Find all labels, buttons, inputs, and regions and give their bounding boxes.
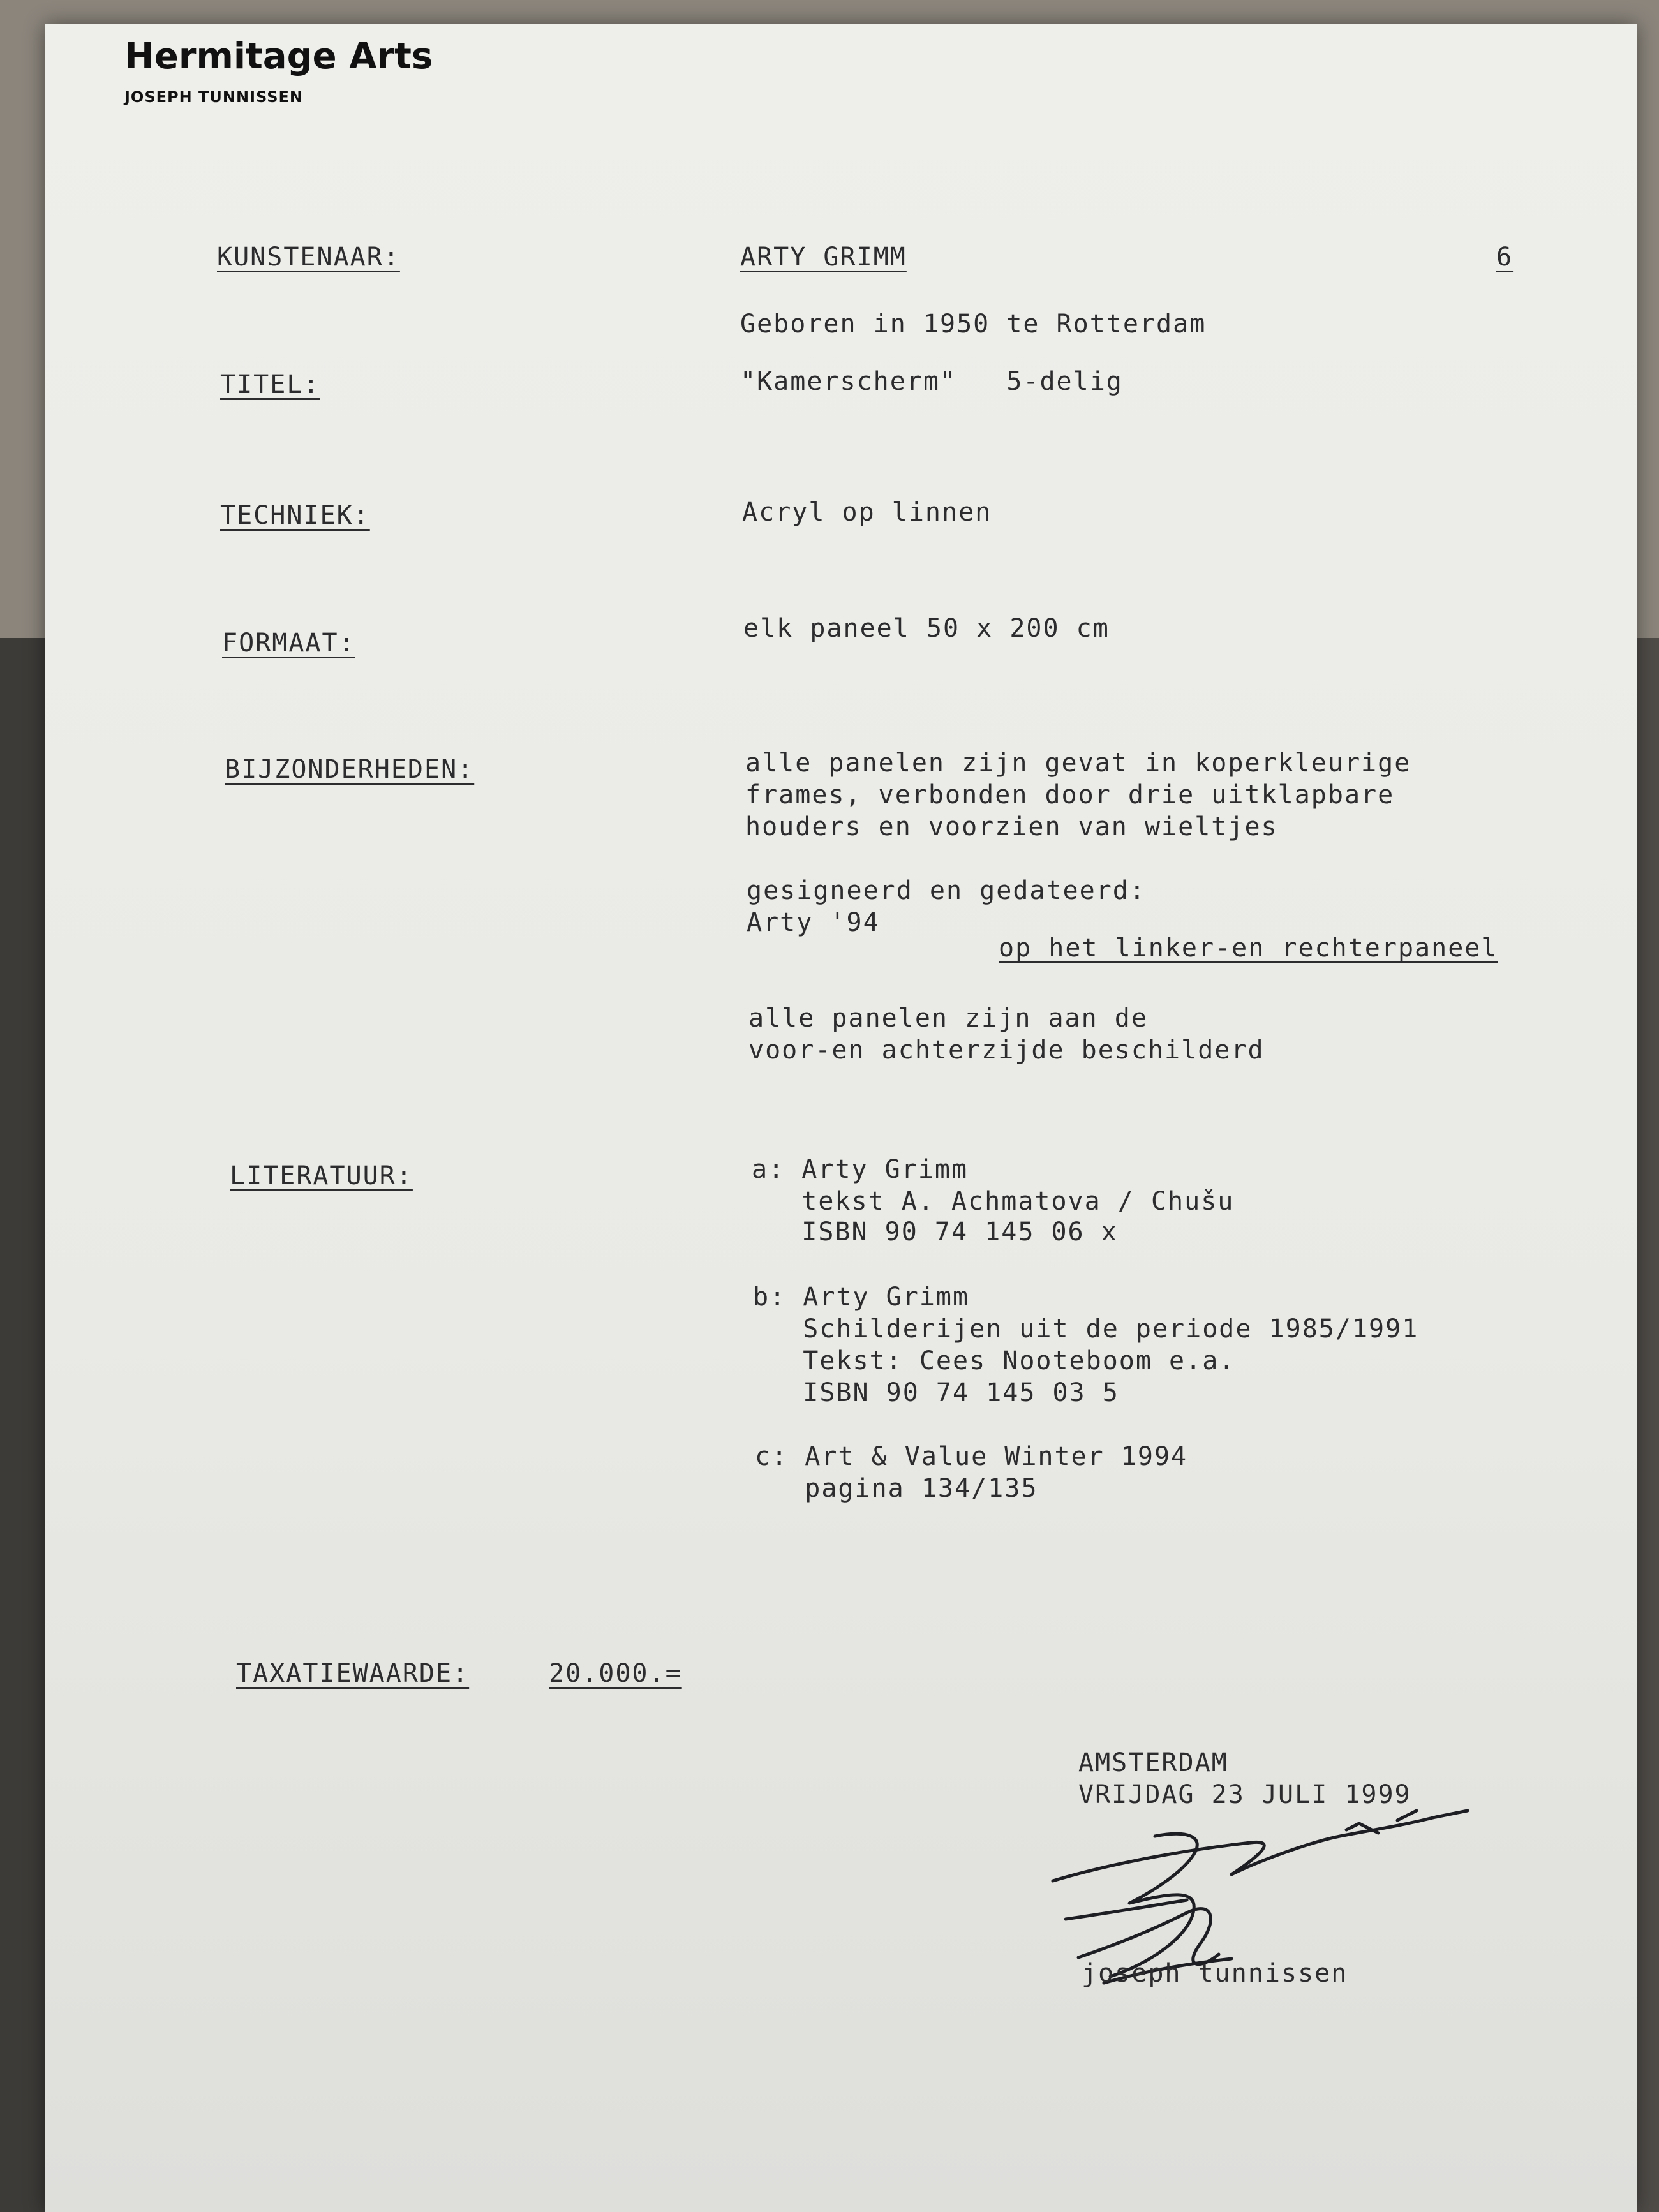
technique-value: Acryl op linnen [742, 498, 992, 527]
closing-place: AMSTERDAM [1078, 1748, 1228, 1778]
signed-line-1: gesigneerd en gedateerd: [747, 876, 1146, 905]
artist-birth-note: Geboren in 1950 te Rotterdam [740, 309, 1207, 339]
format-label: FORMAAT: [222, 628, 355, 658]
literature-label: LITERATUUR: [230, 1161, 413, 1191]
details-label: BIJZONDERHEDEN: [225, 755, 475, 784]
literature-b-2: Schilderijen uit de periode 1985/1991 [753, 1314, 1419, 1344]
literature-b-1: b: Arty Grimm [753, 1282, 970, 1312]
valuation-value: 20.000.= [549, 1659, 682, 1688]
closing-signatory: joseph tunnissen [1082, 1959, 1348, 1988]
details-line-1: alle panelen zijn gevat in koperkleurige [745, 748, 1411, 778]
literature-a-2: tekst A. Achmatova / Chušu [752, 1187, 1235, 1216]
technique-label: TECHNIEK: [220, 501, 370, 530]
painted-line-2: voor-en achterzijde beschilderd [748, 1035, 1265, 1065]
page-number: 6 [1496, 242, 1514, 272]
literature-a-1: a: Arty Grimm [752, 1155, 969, 1184]
format-value: elk paneel 50 x 200 cm [743, 614, 1110, 643]
title-label: TITEL: [220, 370, 320, 399]
details-line-3: houders en voorzien van wieltjes [745, 812, 1278, 842]
title-value: "Kamerscherm" 5-delig [740, 367, 1123, 396]
letterhead-owner: JOSEPH TUNNISSEN [124, 88, 303, 106]
closing-date: VRIJDAG 23 JULI 1999 [1078, 1780, 1411, 1809]
artist-label: KUNSTENAAR: [217, 242, 400, 272]
document-page [45, 24, 1637, 2212]
details-line-2: frames, verbonden door drie uitklapbare [745, 780, 1395, 810]
signed-location: op het linker-en rechterpaneel [999, 933, 1498, 963]
literature-b-3: Tekst: Cees Nooteboom e.a. [753, 1346, 1236, 1376]
artist-value: ARTY GRIMM [740, 242, 907, 272]
letterhead-brand: Hermitage Arts [124, 36, 433, 77]
literature-c-1: c: Art & Value Winter 1994 [755, 1442, 1188, 1471]
signed-line-2: Arty '94 [747, 908, 880, 937]
literature-b-4: ISBN 90 74 145 03 5 [753, 1378, 1119, 1407]
valuation-label: TAXATIEWAARDE: [236, 1659, 470, 1688]
literature-a-3: ISBN 90 74 145 06 x [752, 1217, 1118, 1247]
painted-line-1: alle panelen zijn aan de [748, 1004, 1148, 1033]
literature-c-2: pagina 134/135 [755, 1474, 1038, 1503]
